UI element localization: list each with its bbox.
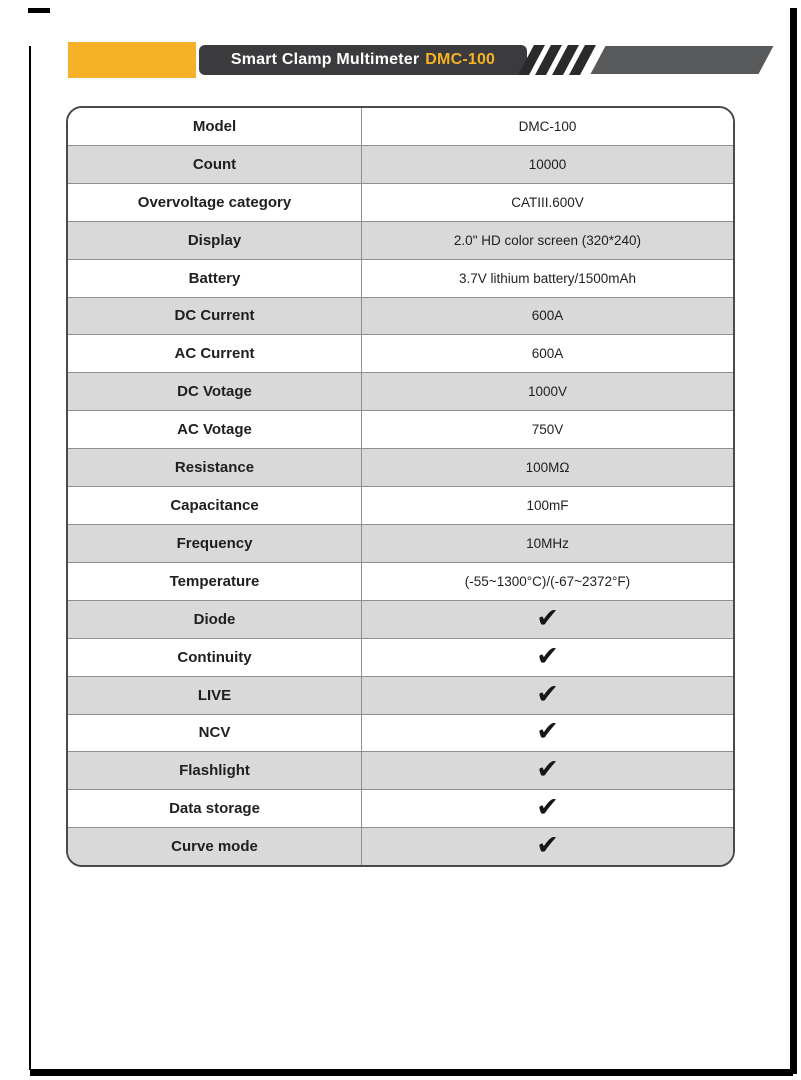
scan-edge-left xyxy=(29,46,31,1070)
check-icon: ✔ xyxy=(536,830,559,861)
check-cell xyxy=(362,677,733,714)
spec-value: (-55~1300°C)/(-67~2372°F) xyxy=(464,573,631,589)
table-row xyxy=(68,222,733,260)
spec-table-body xyxy=(68,108,733,865)
check-cell xyxy=(362,828,733,865)
spec-label: DC Current xyxy=(68,298,362,335)
spec-label: Curve mode xyxy=(68,828,362,865)
spec-value: 600A xyxy=(531,346,564,362)
spec-label: Capacitance xyxy=(68,487,362,524)
spec-label: Diode xyxy=(68,601,362,638)
spec-label: Model xyxy=(68,108,362,145)
spec-value: 100mF xyxy=(526,498,569,514)
spec-value: 10MHz xyxy=(526,535,569,551)
scan-edge-bottom xyxy=(30,1069,793,1076)
spec-label: Continuity xyxy=(68,639,362,676)
check-icon: ✔ xyxy=(536,678,559,709)
table-row xyxy=(68,525,733,563)
spec-value: 10000 xyxy=(528,156,567,172)
header-model: DMC-100 xyxy=(425,51,496,68)
table-row xyxy=(68,335,733,373)
spec-value: 1000V xyxy=(527,384,568,400)
spec-value: 600A xyxy=(531,308,564,324)
spec-label: Count xyxy=(68,146,362,183)
spec-label: Flashlight xyxy=(68,752,362,789)
table-row xyxy=(68,260,733,298)
product-title-bar xyxy=(199,45,527,75)
header-banner xyxy=(68,42,768,78)
check-icon: ✔ xyxy=(536,602,559,633)
gray-tail-bar-decoration xyxy=(591,46,774,74)
spec-label: AC Current xyxy=(68,335,362,372)
spec-label: LIVE xyxy=(68,677,362,714)
table-row xyxy=(68,601,733,639)
check-icon: ✔ xyxy=(536,640,559,671)
spec-label: Frequency xyxy=(68,525,362,562)
table-row xyxy=(68,752,733,790)
table-row xyxy=(68,639,733,677)
table-row xyxy=(68,146,733,184)
table-row xyxy=(68,449,733,487)
spec-table xyxy=(66,106,735,867)
spec-value: 2.0" HD color screen (320*240) xyxy=(453,232,642,248)
header-title: Smart Clamp Multimeter xyxy=(230,51,420,68)
spec-label: Data storage xyxy=(68,790,362,827)
check-cell xyxy=(362,601,733,638)
spec-value: CATIII.600V xyxy=(511,194,584,210)
check-cell xyxy=(362,715,733,752)
scan-edge-right xyxy=(790,8,797,1074)
spec-label: Overvoltage category xyxy=(68,184,362,221)
table-row xyxy=(68,411,733,449)
scan-edge-corner xyxy=(28,8,50,13)
table-row xyxy=(68,298,733,336)
table-row xyxy=(68,790,733,828)
table-row xyxy=(68,828,733,865)
spec-label: Resistance xyxy=(68,449,362,486)
spec-label: Display xyxy=(68,222,362,259)
yellow-accent-block xyxy=(68,42,196,78)
check-icon: ✔ xyxy=(536,716,559,747)
table-row xyxy=(68,108,733,146)
spec-value: 3.7V lithium battery/1500mAh xyxy=(458,270,637,286)
spec-label: Temperature xyxy=(68,563,362,600)
check-icon: ✔ xyxy=(536,754,559,785)
check-cell xyxy=(362,639,733,676)
table-row xyxy=(68,715,733,753)
table-row xyxy=(68,563,733,601)
table-row xyxy=(68,184,733,222)
check-icon: ✔ xyxy=(536,792,559,823)
spec-label: AC Votage xyxy=(68,411,362,448)
spec-label: Battery xyxy=(68,260,362,297)
table-row xyxy=(68,373,733,411)
spec-value: 750V xyxy=(531,422,564,438)
check-cell xyxy=(362,790,733,827)
table-row xyxy=(68,677,733,715)
spec-label: NCV xyxy=(68,715,362,752)
spec-label: DC Votage xyxy=(68,373,362,410)
spec-value: 100MΩ xyxy=(525,460,570,476)
spec-value: DMC-100 xyxy=(518,118,577,134)
table-row xyxy=(68,487,733,525)
check-cell xyxy=(362,752,733,789)
